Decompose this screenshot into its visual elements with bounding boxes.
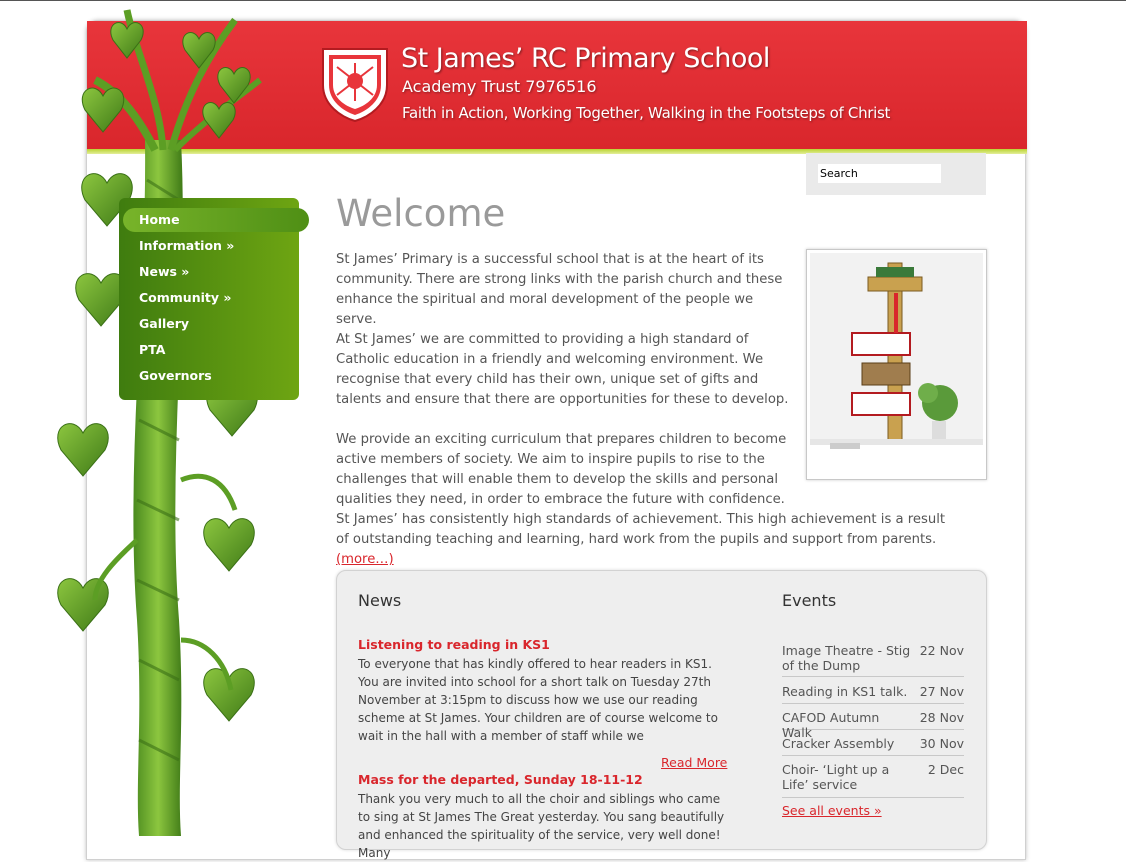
more-link[interactable]: (more…) — [336, 552, 394, 567]
church-cross-photo — [806, 249, 987, 480]
intro-paragraph-2: At St James’ we are committed to providing a high standard of Catholic education in a friendly and welcoming environment. We recognise that every child has their own, unique set of gifts and talents and ensure that there are opportunities for these to develop. — [336, 332, 789, 407]
school-crest-icon — [319, 45, 391, 123]
event-date: 28 Nov — [919, 710, 964, 725]
nav-item-governors[interactable]: Governors — [139, 368, 212, 383]
nav-item-home[interactable]: Home — [139, 212, 180, 227]
event-row[interactable] — [782, 762, 964, 798]
see-all-events-link[interactable]: See all events » — [782, 803, 882, 818]
news-body: To everyone that has kindly offered to hear readers in KS1. You are invited into school for a short talk on Tuesday 27th November at 3:15pm to discuss how we use our reading scheme at St James. Your children are of course welcome to wait in the hall with a member of staff while we — [358, 657, 718, 743]
page-title: Welcome — [336, 192, 506, 235]
news-heading: News — [358, 591, 402, 610]
nav-item-information[interactable]: Information » — [139, 238, 235, 253]
events-heading: Events — [782, 591, 837, 610]
event-name: Image Theatre - Stig of the Dump — [782, 643, 911, 673]
event-date: 2 Dec — [927, 762, 964, 777]
event-name: Cracker Assembly — [782, 736, 895, 751]
event-name: Choir- ‘Light up a Life’ service — [782, 762, 890, 792]
news-events-panel — [336, 570, 987, 860]
intro-paragraph-1: St James’ Primary is a successful school that is at the heart of its community. There are strong links with the parish church and these enhance the spiritual and moral development of the people we serve. — [336, 252, 783, 327]
school-name[interactable]: St James’ RC Primary School — [401, 43, 770, 74]
event-row[interactable] — [782, 710, 964, 740]
main-nav — [119, 198, 299, 400]
read-more-link[interactable]: Read More — [661, 755, 728, 770]
beanstalk-illustration — [55, 0, 315, 836]
event-name: Reading in KS1 talk. — [782, 684, 908, 699]
nav-item-pta[interactable]: PTA — [139, 342, 166, 357]
nav-item-community[interactable]: Community » — [139, 290, 232, 305]
intro-paragraph-4 — [336, 510, 956, 570]
event-row[interactable] — [782, 736, 964, 756]
news-title[interactable]: Listening to reading in KS1 — [358, 637, 550, 652]
event-row[interactable] — [782, 684, 964, 704]
church-cross-image — [810, 253, 983, 476]
news-body: Thank you very much to all the choir and siblings who came to sing at St James The Great yesterday. You sang beautifully and enhanced the spirituality of the service, very well done! Many — [358, 792, 725, 860]
search-box — [806, 153, 986, 195]
search-input[interactable] — [818, 164, 941, 183]
academy-trust: Academy Trust 7976516 — [402, 77, 597, 96]
nav-item-news[interactable]: News » — [139, 264, 190, 279]
nav-item-gallery[interactable]: Gallery — [139, 316, 190, 331]
intro-paragraph-3: We provide an exciting curriculum that prepares children to become active members of society. We aim to inspire pupils to rise to the challenges that will enable them to develop the skills and personal qualities they need, in order to embrace the future with confidence. — [336, 432, 787, 507]
school-motto: Faith in Action, Working Together, Walking in the Footsteps of Christ — [402, 104, 891, 122]
event-date: 22 Nov — [919, 643, 964, 658]
news-title[interactable]: Mass for the departed, Sunday 18-11-12 — [358, 772, 643, 787]
event-date: 30 Nov — [919, 736, 964, 751]
event-name: CAFOD Autumn Walk — [782, 710, 880, 740]
event-date: 27 Nov — [919, 684, 964, 699]
event-row[interactable] — [782, 643, 964, 677]
intro-paragraph-4-text: St James’ has consistently high standards of achievement. This high achievement is a result of outstanding teaching and learning, hard work from the pupils and support from parents. — [336, 512, 946, 547]
